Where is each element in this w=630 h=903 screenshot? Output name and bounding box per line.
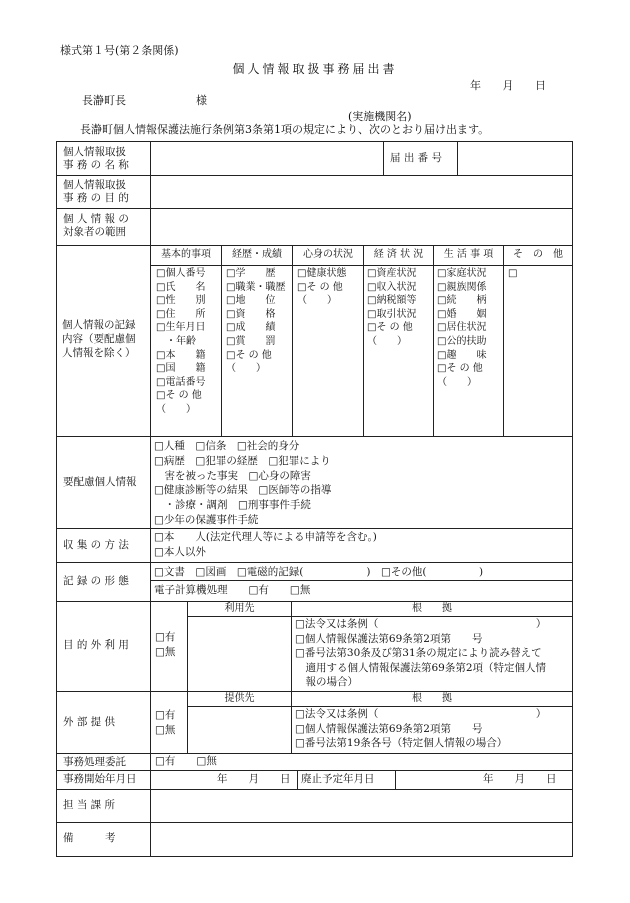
- checkbox-item: □学 歴: [226, 268, 276, 279]
- checkbox-item: □取引状況: [367, 308, 417, 320]
- record-items-label: 個人情報の記録 内容（要配慮個 人情報を除く）: [62, 319, 136, 359]
- external-use-basis-options[interactable]: □法令又は条例（ ） □個人情報保護法第69条第2項第 号 □番号法第30条及び第31条の規定により読み替えて 適用する個人情報保護法第69条第2項（特定個人情 報の場合）: [295, 618, 547, 689]
- checkbox-item: □性 別: [156, 295, 206, 307]
- notify-number-field[interactable]: [459, 143, 570, 174]
- checkbox-item: □そ の 他: [437, 363, 483, 375]
- col-header-health: 心身の状況: [303, 249, 353, 260]
- external-use-destination-header: 利用先: [224, 603, 255, 614]
- notes-label: 備 考: [63, 832, 116, 844]
- section-field[interactable]: [152, 791, 570, 821]
- basic-items-list[interactable]: [156, 267, 205, 417]
- form-number: 様式第１号(第２条関係): [60, 44, 179, 57]
- sensitive-info-options[interactable]: □人種 □信条 □社会的身分 □病歴 □犯罪の経歴 □犯罪により 害を被った事実 □心身の障害 □健康診断等の結果 □医師等の指導 ・診療・調剤 □刑事事件手続 □少年の保護事件手続: [154, 440, 332, 526]
- addressee: 長瀞町長: [82, 94, 126, 107]
- checkbox-item: □個人番号: [156, 268, 206, 279]
- checkbox-item: （ ）: [226, 363, 266, 375]
- checkbox-item: □そ の 他: [226, 349, 272, 361]
- checkbox-item: □賞 罰: [226, 335, 276, 347]
- addressee-honorific: 様: [196, 94, 207, 107]
- checkbox-item: □氏 名: [156, 281, 206, 293]
- checkbox-item: □収入状況: [367, 281, 417, 293]
- checkbox-item: （ ）: [156, 403, 196, 415]
- col-header-career: 経歴・成績: [232, 249, 282, 260]
- checkbox-item: □趣 味: [437, 349, 487, 361]
- checkbox-item: （ ）: [437, 376, 477, 388]
- checkbox-item: □成 績: [226, 322, 276, 334]
- checkbox-item: □健康状態: [297, 268, 347, 279]
- external-provision-label: 外 部 提 供: [63, 716, 116, 728]
- checkbox-item: □住 所: [156, 308, 206, 320]
- checkbox-item: □家庭状況: [437, 268, 487, 279]
- checkbox-item: □資 格: [226, 308, 276, 320]
- office-name-label: 個人情報取扱 事 務 の 名 称: [63, 146, 129, 171]
- external-provision-basis-header: 根 拠: [412, 693, 452, 704]
- col-header-economic: 経 済 状 況: [373, 249, 424, 260]
- checkbox-item: □続 柄: [437, 295, 487, 307]
- collection-method-options[interactable]: □本 人(法定代理人等による申請等を含む。) □本人以外: [154, 531, 377, 558]
- checkbox-item: （ ）: [367, 335, 407, 347]
- checkbox-item: □居住状況: [437, 322, 487, 334]
- checkbox-item: □そ の 他: [367, 322, 413, 334]
- checkbox-item: □本 籍: [156, 349, 206, 361]
- start-date-value[interactable]: 年 月 日: [217, 773, 291, 785]
- health-items-list[interactable]: [297, 267, 346, 308]
- outsourcing-label: 事務処理委託: [63, 756, 126, 768]
- submission-date: 年 月 日: [470, 79, 546, 92]
- checkbox-item: ・年齢: [156, 335, 196, 347]
- checkbox-item: □: [508, 268, 518, 279]
- career-items-list[interactable]: [226, 267, 285, 376]
- record-form-options[interactable]: □文書 □図画 □電磁的記録( ) □その他( ) 電子計算機処理 □有 □無: [154, 566, 484, 596]
- checkbox-item: □国 籍: [156, 363, 206, 375]
- record-form-label: 記 録 の 形 態: [63, 575, 129, 587]
- section-label: 担 当 課 所: [63, 799, 116, 811]
- checkbox-item: □親族関係: [437, 281, 487, 293]
- checkbox-item: □婚 姻: [437, 308, 487, 320]
- economic-items-list[interactable]: [367, 267, 416, 349]
- life-items-list[interactable]: [437, 267, 486, 389]
- external-provision-destination-header: 提供先: [224, 693, 255, 704]
- checkbox-item: □職業・職歴: [226, 281, 286, 293]
- checkbox-item: □電話番号: [156, 376, 206, 388]
- document-title: 個人情報取扱事務届出書: [232, 62, 398, 76]
- agency-name: (実施機関名): [348, 110, 412, 123]
- other-items-list[interactable]: [508, 267, 517, 281]
- lead-statement: 長瀞町個人情報保護法施行条例第3条第1項の規定により、次のとおり届け出ます。: [80, 123, 490, 136]
- col-header-basic: 基本的事項: [161, 249, 211, 260]
- col-header-other: そ の 他: [513, 249, 563, 260]
- external-provision-basis-options[interactable]: □法令又は条例（ ） □個人情報保護法第69条第2項第 号 □番号法第19条各号（特定個人情報の場合）: [295, 708, 547, 750]
- start-date-label: 事務開始年月日: [63, 773, 137, 785]
- col-header-life: 生 活 事 項: [443, 249, 494, 260]
- checkbox-item: □納税額等: [367, 295, 417, 307]
- external-use-label: 目 的 外 利 用: [63, 639, 129, 651]
- scope-field[interactable]: [152, 210, 570, 244]
- checkbox-item: □生年月日: [156, 322, 206, 334]
- notify-number-label: 届 出 番 号: [390, 152, 443, 164]
- notification-form-table: [56, 141, 573, 857]
- purpose-label: 個人情報取扱 事 務 の 目 的: [63, 179, 129, 204]
- checkbox-item: （ ）: [297, 295, 337, 307]
- purpose-field[interactable]: [152, 177, 570, 207]
- checkbox-item: □公的扶助: [437, 335, 487, 347]
- external-use-basis-header: 根 拠: [412, 603, 452, 614]
- collection-method-label: 収 集 の 方 法: [63, 539, 129, 551]
- sensitive-info-label: 要配慮個人情報: [63, 476, 137, 488]
- checkbox-item: □そ の 他: [297, 281, 343, 293]
- notes-field[interactable]: [152, 824, 570, 856]
- end-date-value[interactable]: 年 月 日: [483, 773, 557, 785]
- scope-label: 個 人 情 報 の 対象者の範囲: [63, 213, 129, 238]
- end-date-label: 廃止予定年月日: [301, 773, 375, 785]
- office-name-field[interactable]: [152, 143, 381, 174]
- external-provision-checks[interactable]: □有 □無: [155, 709, 176, 736]
- checkbox-item: □資産状況: [367, 268, 417, 279]
- checkbox-item: □そ の 他: [156, 390, 202, 402]
- outsourcing-options[interactable]: □有 □無: [155, 755, 217, 767]
- checkbox-item: □地 位: [226, 295, 276, 307]
- external-use-checks[interactable]: □有 □無: [155, 631, 176, 658]
